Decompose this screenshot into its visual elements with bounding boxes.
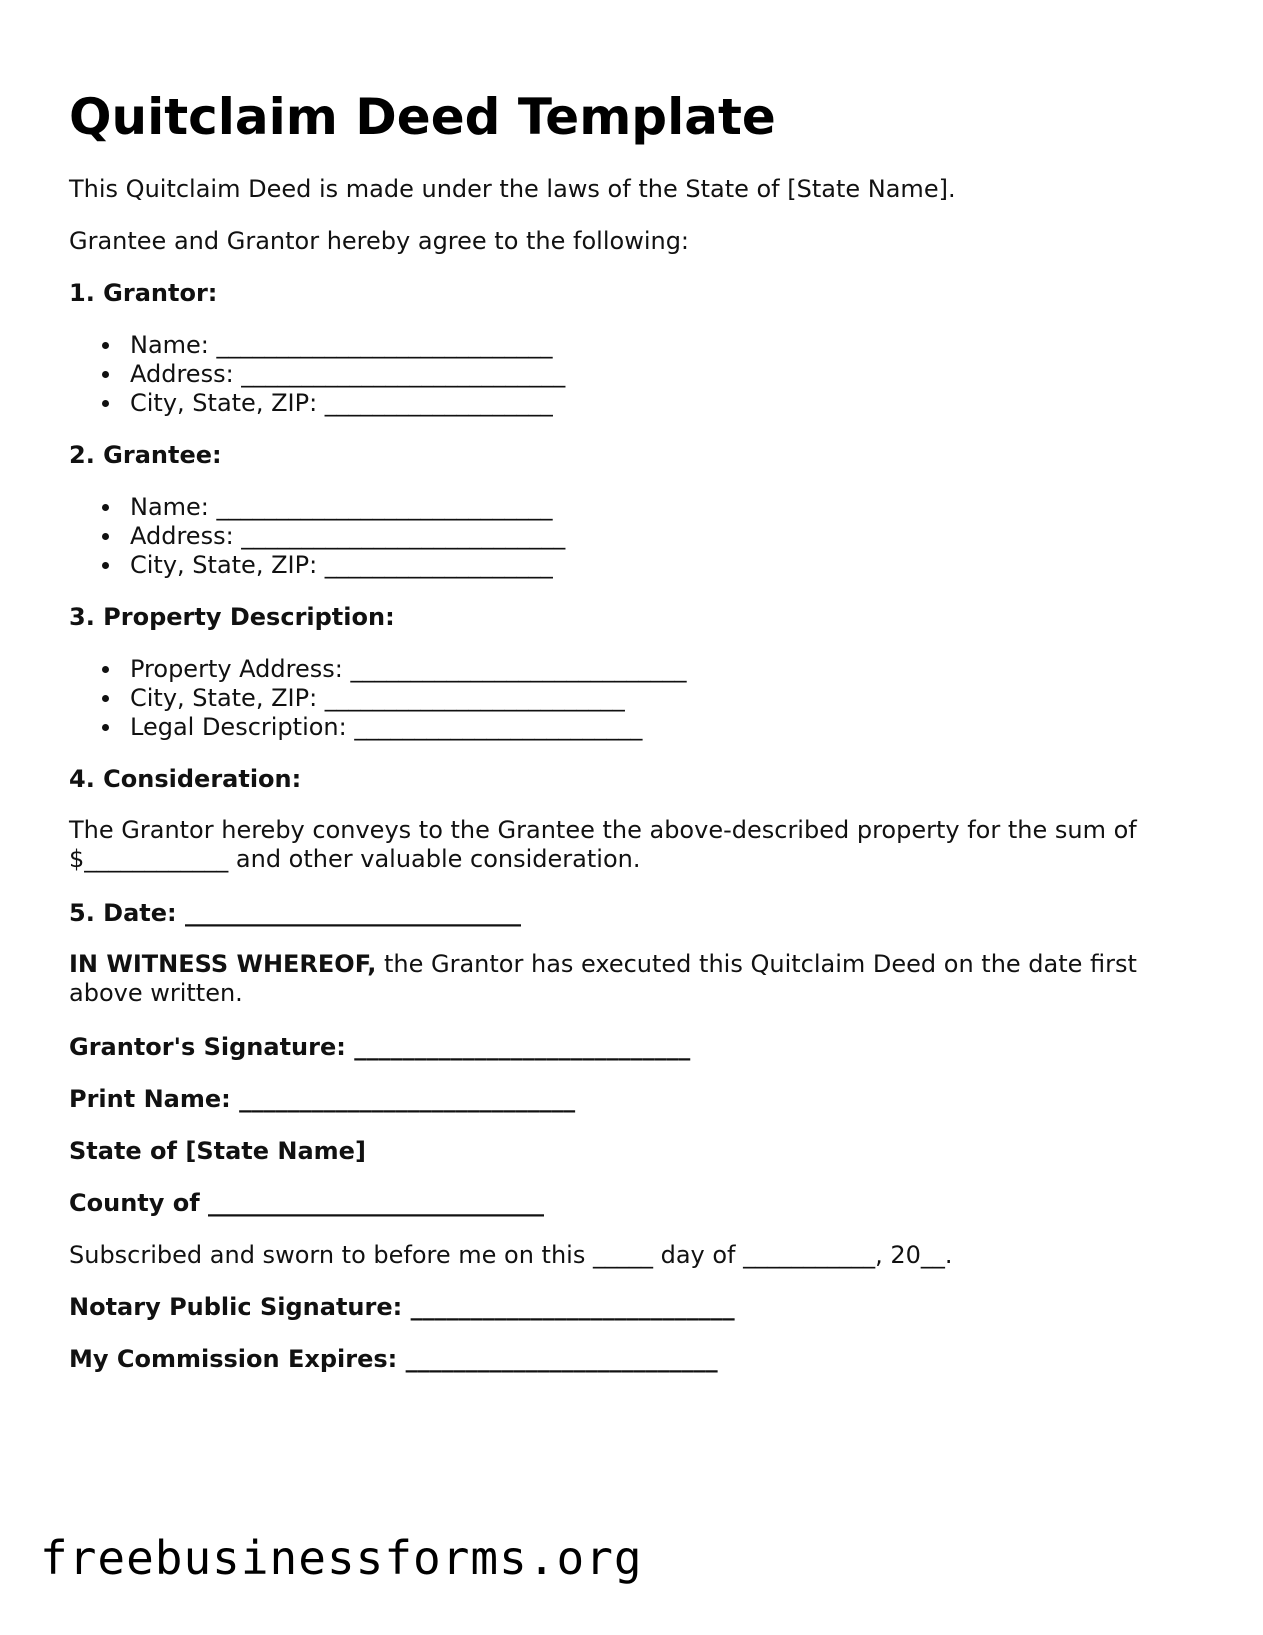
property-legal-field: Legal Description: ________________________ [130,713,643,741]
notary-signature-field: Notary Public Signature: ___________________________ [69,1293,735,1321]
bullet-icon [102,695,109,702]
bullet-icon [102,533,109,540]
footer-brand-watermark: freebusinessforms.org [40,1531,643,1585]
witness-paragraph [69,950,1199,1008]
state-of-line: State of [State Name] [69,1137,366,1165]
subscribed-line: Subscribed and sworn to before me on this _____ day of ___________, 20__. [69,1241,953,1269]
grantee-name-field: Name: ____________________________ [130,493,553,521]
grantor-heading: 1. Grantor: [69,279,218,307]
bullet-icon [102,342,109,349]
grantor-signature-field: Grantor's Signature: ____________________________ [69,1033,691,1061]
date-field: 5. Date: ____________________________ [69,899,521,927]
bullet-icon [102,400,109,407]
consideration-paragraph: The Grantor hereby conveys to the Grantee the above-described property for the sum of $____________ and other valuable consideration. [69,816,1137,873]
grantor-city-field: City, State, ZIP: ___________________ [130,389,553,417]
county-of-field: County of ____________________________ [69,1189,545,1217]
witness-lead: IN WITNESS WHEREOF, [69,950,377,978]
property-address-field: Property Address: ____________________________ [130,655,687,683]
bullet-icon [102,371,109,378]
grantor-address-field: Address: ___________________________ [130,360,566,388]
intro-paragraph: This Quitclaim Deed is made under the laws of the State of [State Name]. [69,175,956,203]
grantee-address-field: Address: ___________________________ [130,522,566,550]
bullet-icon [102,562,109,569]
agreement-paragraph: Grantee and Grantor hereby agree to the following: [69,227,690,255]
consideration-heading: 4. Consideration: [69,765,302,793]
commission-expires-field: My Commission Expires: __________________________ [69,1345,718,1373]
grantor-name-field: Name: ____________________________ [130,331,553,359]
bullet-icon [102,724,109,731]
bullet-icon [102,504,109,511]
grantee-city-field: City, State, ZIP: ___________________ [130,551,553,579]
print-name-field: Print Name: ____________________________ [69,1085,576,1113]
property-heading: 3. Property Description: [69,603,395,631]
witness-text: the Grantor has executed this Quitclaim Deed on the date first above written. [69,950,1137,1007]
bullet-icon [102,666,109,673]
grantee-heading: 2. Grantee: [69,441,222,469]
document-title: Quitclaim Deed Template [69,88,776,146]
property-city-field: City, State, ZIP: _________________________ [130,684,625,712]
